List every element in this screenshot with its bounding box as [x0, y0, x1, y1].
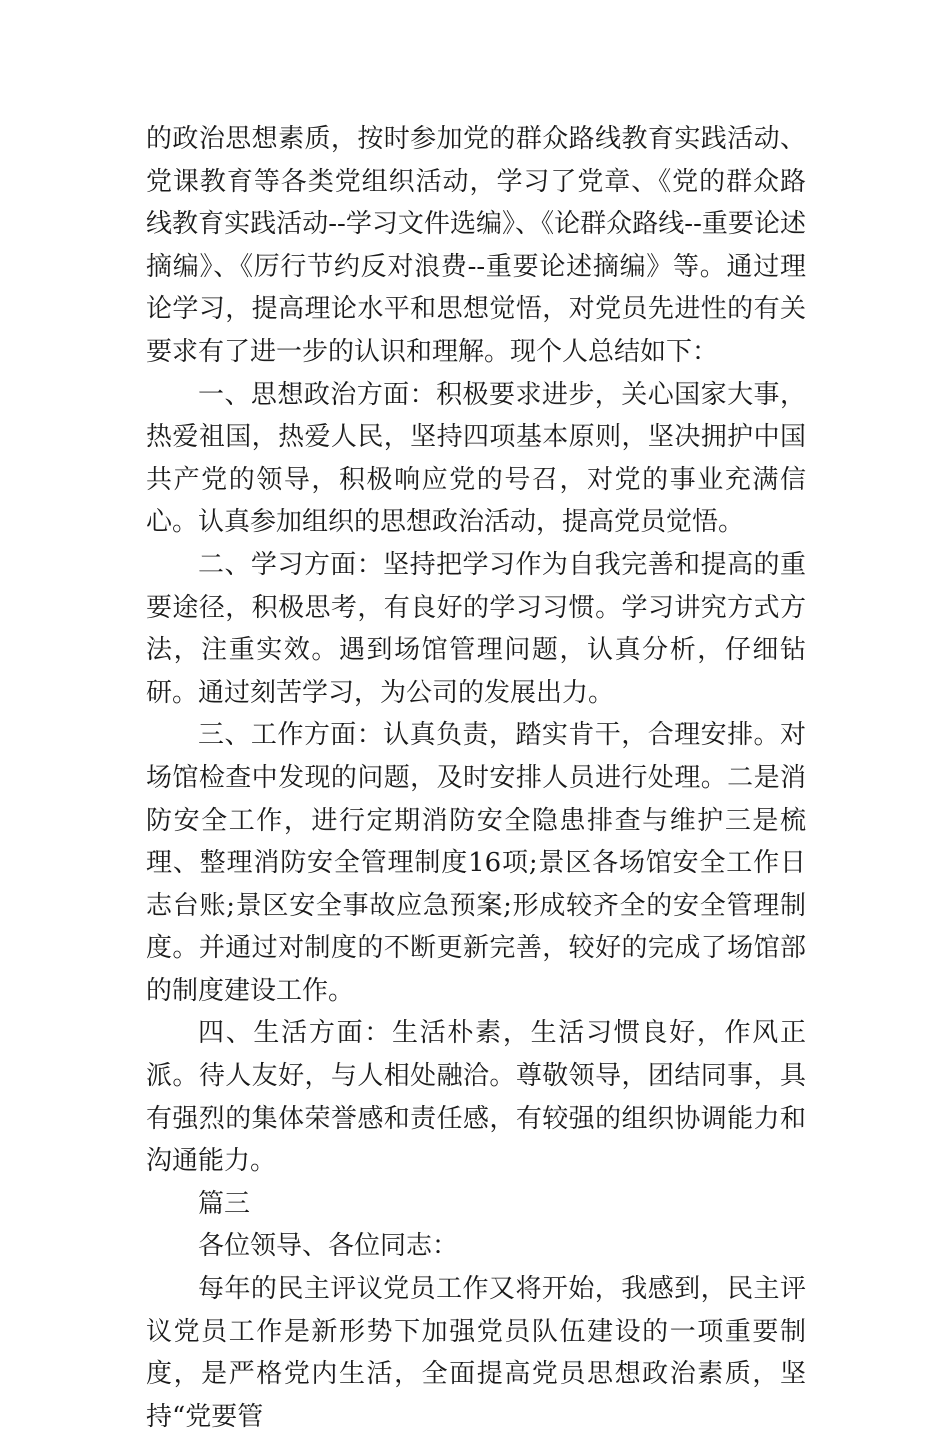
paragraph-work: 三、工作方面：认真负责，踏实肯干，合理安排。对场馆检查中发现的问题，及时安排人员进行处理。二是消防安全工作，进行定期消防安全隐患排查与维护三是梳理、整理消防安全管理制度16项;景区各场馆安全工作日志台账;景区安全事故应急预案;形成较齐全的安全管理制度。并通过对制度的不断更新完善，较好的完成了场馆部的制度建设工作。	[146, 720, 806, 1006]
paragraph-ideology: 一、思想政治方面：积极要求进步，关心国家大事，热爱祖国，热爱人民，坚持四项基本原则，坚决拥护中国共产党的领导，积极响应党的号召，对党的事业充满信心。认真参加组织的思想政治活动，提高党员觉悟。	[146, 379, 806, 538]
paragraph-life: 四、生活方面：生活朴素，生活习惯良好，作风正派。待人友好，与人相处融洽。尊敬领导，团结同事，具有强烈的集体荣誉感和责任感，有较强的组织协调能力和沟通能力。	[146, 1018, 806, 1177]
section-heading: 篇三	[198, 1188, 251, 1219]
paragraph-study: 二、学习方面：坚持把学习作为自我完善和提高的重要途径，积极思考，有良好的学习习惯。学习讲究方式方法，注重实效。遇到场馆管理问题，认真分析，仔细钻研。通过刻苦学习，为公司的发展出力。	[146, 549, 806, 708]
paragraph-review: 每年的民主评议党员工作又将开始，我感到，民主评议党员工作是新形势下加强党员队伍建设的一项重要制度，是严格党内生活，全面提高党员思想政治素质，坚持“党要管	[146, 1274, 806, 1432]
document-body	[146, 118, 806, 1438]
paragraph-intro: 的政治思想素质，按时参加党的群众路线教育实践活动、党课教育等各类党组织活动，学习了党章、《党的群众路线教育实践活动--学习文件选编》、《论群众路线--重要论述摘编》、《厉行节约反对浪费--重要论述摘编》等。通过理论学习，提高理论水平和思想觉悟，对党员先进性的有关要求有了进一步的认识和理解。现个人总结如下：	[146, 124, 806, 367]
salutation: 各位领导、各位同志：	[198, 1231, 459, 1262]
